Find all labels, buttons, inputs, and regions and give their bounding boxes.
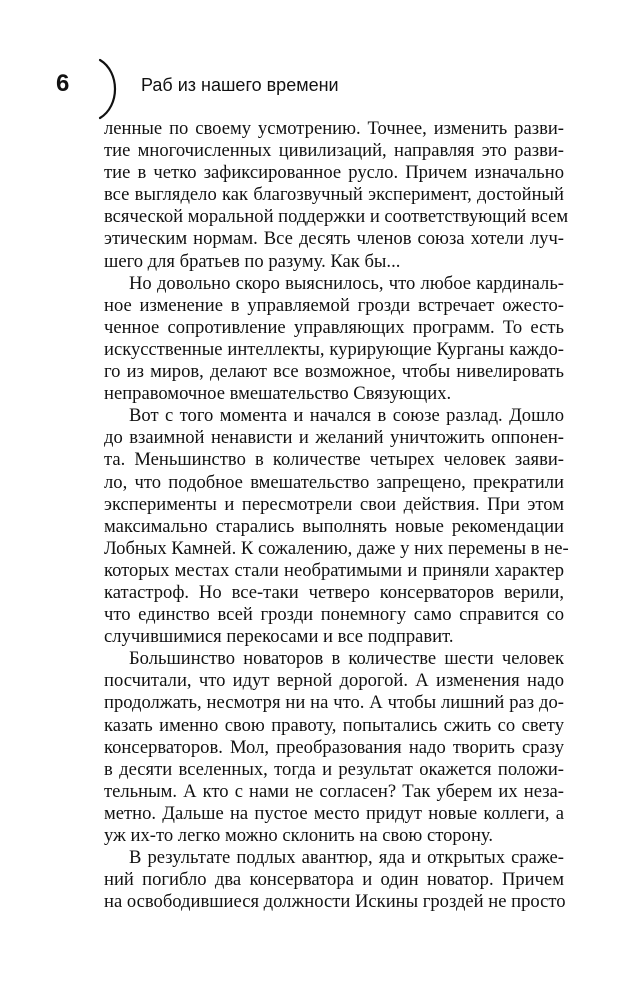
paragraph-2-line-1: Но довольно скоро выяснилось, что любое кардиналь-	[129, 272, 564, 294]
paragraph-4-line-9: уж их-то легко можно склонить на свою сторону.	[104, 825, 494, 846]
paragraph-2-line-2: ное изменение в управляемой грозди встречает ожесто-	[104, 294, 564, 316]
paragraph-3-line-5: эксперименты и пересмотрели свои действия. При этом	[104, 493, 564, 515]
paragraph-1-line-4: все выглядело как благозвучный эксперимент, достойный	[104, 184, 564, 206]
paragraph-2-line-4: искусственные интеллекты, курирующие Курганы каждо-	[104, 338, 564, 360]
paragraph-4-line-1: Большинство новаторов в количестве шести человек	[129, 648, 564, 670]
paragraph-4-line-6: в десяти вселенных, тогда и результат окажется положи-	[104, 758, 564, 780]
paragraph-3-line-2: до взаимной ненависти и желаний уничтожить оппонен-	[104, 427, 564, 449]
paragraph-4-line-3: продолжать, несмотря ни на что. А чтобы лишний раз до-	[104, 692, 564, 714]
paragraph-1-line-3: тие в четко зафиксированное русло. Причем изначально	[104, 162, 564, 184]
paragraph-3-line-7: Лобных Камней. К сожалению, даже у них перемены в не-	[104, 537, 569, 559]
paragraph-5-line-1: В результате подлых авантюр, яда и открытых сраже-	[129, 847, 564, 869]
paragraph-3-line-11: случившимися перекосами и все подправит.	[104, 626, 454, 648]
paragraph-4-line-5: консерваторов. Мол, преобразования надо творить сразу	[104, 736, 564, 758]
body-text	[104, 118, 569, 913]
paragraph-1-line-7: шего для братьев по разуму. Как бы...	[104, 250, 401, 272]
paragraph-5-line-2: ний погибло два консерватора и один новатор. Причем	[104, 869, 564, 891]
paragraph-2-line-5: го из миров, делают все возможное, чтобы нивелировать	[104, 361, 564, 383]
paragraph-3-line-6: максимально старались выполнять новые рекомендации	[104, 515, 564, 537]
paragraph-3-line-4: ло, что подобное вмешательство запрещено, прекратили	[104, 471, 564, 493]
header-arc-ornament	[86, 58, 126, 120]
paragraph-4-line-7: тельным. А кто с нами не согласен? Так уберем их неза-	[104, 780, 564, 802]
paragraph-3-line-3: та. Меньшинство в количестве четырех человек заяви-	[104, 449, 564, 471]
paragraph-3-line-10: что единство всей грозди понемногу само справится со	[104, 604, 564, 626]
paragraph-4-line-8: метно. Дальше на пустое место придут новые коллеги, а	[104, 802, 564, 824]
paragraph-1-line-1: ленные по своему усмотрению. Точнее, изменить разви-	[104, 118, 564, 139]
paragraph-3-line-8: которых местах стали необратимыми и приняли характер	[104, 559, 564, 581]
page-header	[0, 0, 620, 120]
page-number: 6	[56, 70, 70, 97]
paragraph-3-line-9: катастроф. Но все-таки четверо консерваторов верили,	[104, 581, 564, 603]
paragraph-2-line-6: неправомочное вмешательство Связующих.	[104, 383, 452, 405]
paragraph-1-line-5: всяческой моральной поддержки и соответствующий всем	[104, 206, 569, 228]
paragraph-1-line-6: этическим нормам. Все десять членов союза хотели луч-	[104, 228, 564, 250]
paragraph-1-line-2: тие многочисленных цивилизаций, направляя это разви-	[104, 140, 564, 162]
paragraph-5-line-3: на освободившиеся должности Искины гроздей не просто	[104, 891, 566, 913]
paragraph-3-line-1: Вот с того момента и начался в союзе разлад. Дошло	[129, 405, 564, 427]
paragraph-2-line-3: ченное сопротивление управляющих программ. То есть	[104, 316, 564, 338]
paragraph-4-line-2: посчитали, что идут верной дорогой. А изменения надо	[104, 670, 564, 692]
paragraph-4-line-4: казать именно свою правоту, попытались сжить со свету	[104, 714, 564, 736]
running-title: Раб из нашего времени	[141, 75, 339, 95]
